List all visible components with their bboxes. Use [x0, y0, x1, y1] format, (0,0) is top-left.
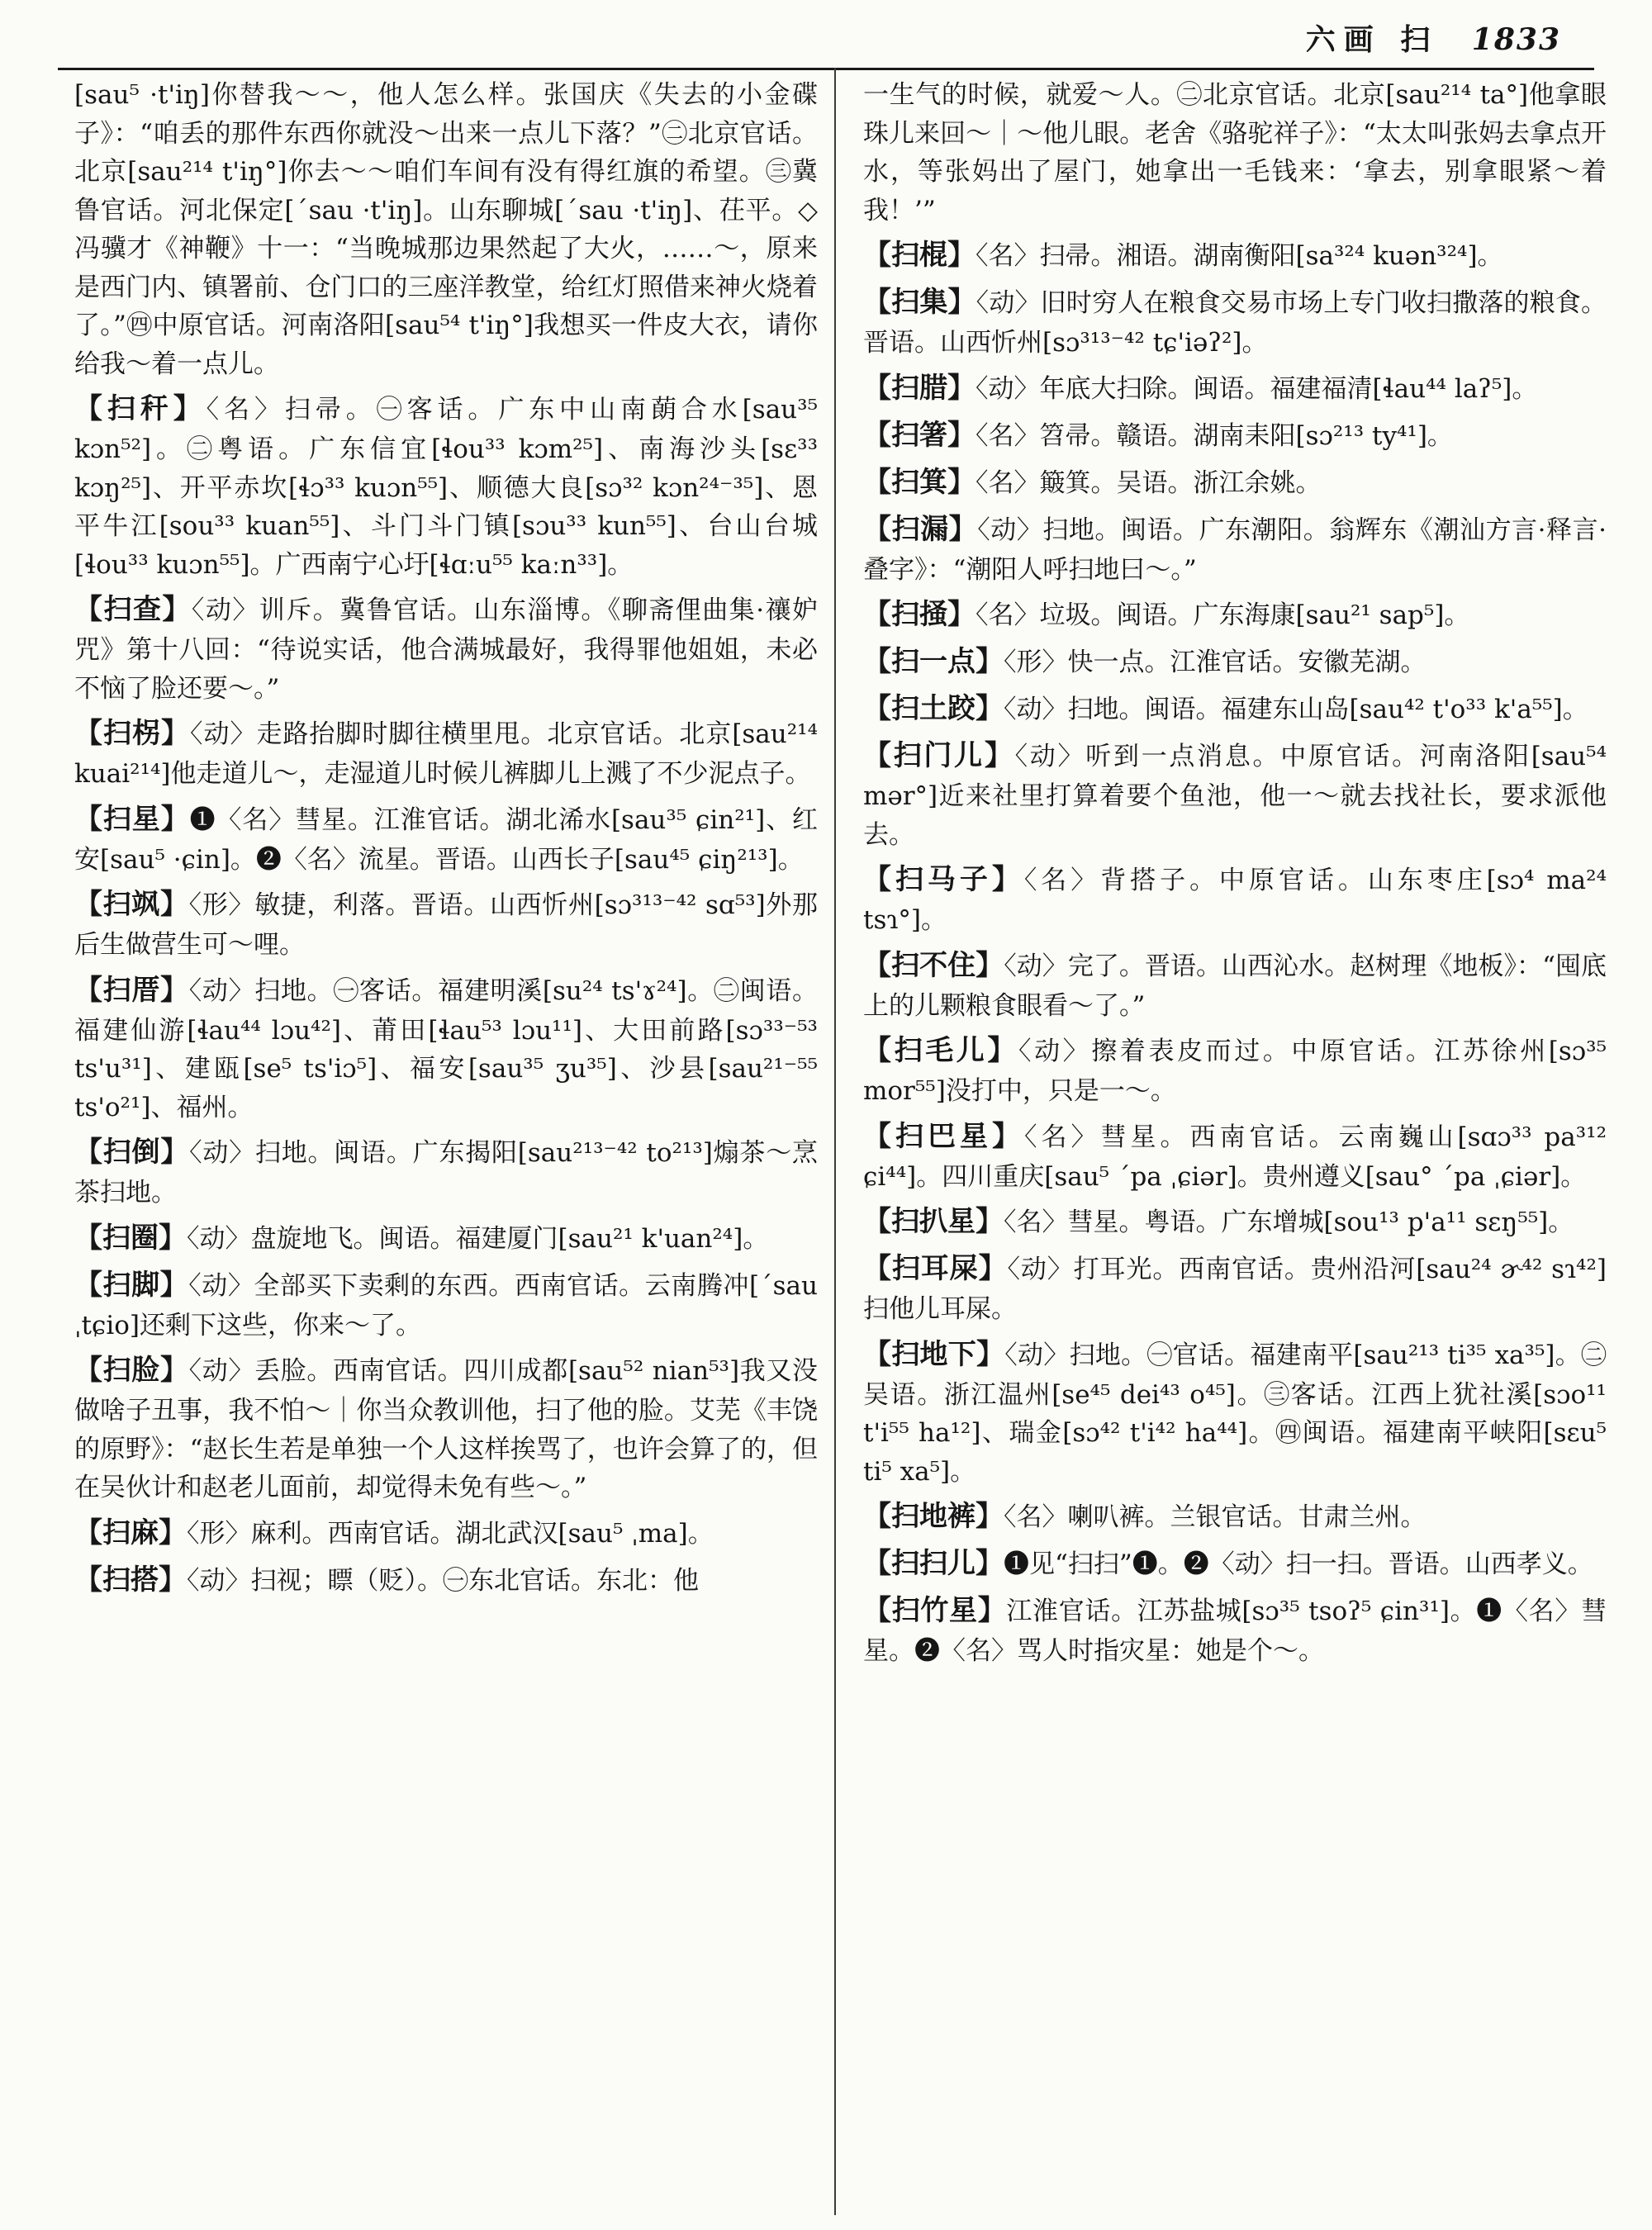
entry-definition: 〈动〉扫地。闽语。广东揭阳[sau²¹³⁻⁴² to²¹³]煽茶～烹茶扫地。 [74, 1138, 818, 1208]
entry-headword: 【扫马子】 [863, 863, 1024, 896]
entry-definition: ❶〈名〉彗星。江淮官话。湖北浠水[sau³⁵ ɕin²¹]、红安[sau⁵ ·ɕin]。❷〈名〉流星。晋语。山西长子[sau⁴⁵ ɕiŋ²¹³]。 [74, 804, 818, 875]
dictionary-entry [863, 76, 1607, 230]
dictionary-entry [74, 1350, 818, 1507]
entry-headword: 【扫脸】 [74, 1354, 189, 1387]
dictionary-entry [74, 388, 818, 584]
entry-headword: 【扫扫儿】 [863, 1547, 1004, 1580]
dictionary-entry [863, 1248, 1607, 1329]
entry-headword: 【扫秆】 [74, 392, 206, 425]
entry-definition: 〈动〉盘旋地飞。闽语。福建厦门[sau²¹ k'uan²⁴]。 [187, 1223, 769, 1254]
entry-definition: 〈形〉麻利。西南官话。湖北武汉[sau⁵ ˌma]。 [187, 1518, 714, 1549]
header-rule [58, 68, 1594, 70]
entry-definition: 〈名〉扫帚。湘语。湖南衡阳[sa³²⁴ kuən³²⁴]。 [976, 241, 1503, 271]
column-divider [834, 68, 836, 2215]
entry-headword: 【扫一点】 [863, 645, 1004, 678]
entry-headword: 【扫巴星】 [863, 1119, 1024, 1153]
entry-headword: 【扫棍】 [863, 239, 976, 272]
entry-definition: 一生气的时候，就爱～人。㊁北京官话。北京[sau²¹⁴ ta°]他拿眼珠儿来回～｜～他儿眼。老舍《骆驼祥子》：“太太叫张妈去拿点开水，等张妈出了屋门，她拿出一毛钱来：‘拿去，别拿眼紧～着我！’” [863, 80, 1607, 225]
entry-definition: 〈动〉扫地。㊀官话。福建南平[sau²¹³ ti³⁵ xa³⁵]。㊁吴语。浙江温州[se⁴⁵ dei⁴³ o⁴⁵]。㊂客话。江西上犹社溪[sɔo¹¹ t'i⁵⁵ ha¹²]、瑞金[sɔ⁴² t'i⁴² ha⁴⁴]。㊃闽语。福建南平峡阳[sɛu⁵ ti⁵ xa⁵]。 [863, 1340, 1607, 1487]
left-column [74, 76, 818, 1606]
entry-definition: 〈动〉听到一点消息。中原官话。河南洛阳[sau⁵⁴ mər°]近来社里打算着要个鱼池，他一～就去找社长，要求派他去。 [863, 742, 1607, 850]
entry-definition: 〈动〉扫视；瞟（贬）。㊀东北官话。东北：他 [187, 1565, 699, 1596]
entry-definition: 〈动〉扫地。闽语。广东潮阳。翁辉东《潮汕方言·释言·叠字》：“潮阳人呼扫地曰～。” [863, 515, 1607, 585]
entry-headword: 【扫门儿】 [863, 739, 1015, 772]
entry-headword: 【扫不住】 [863, 948, 1004, 982]
dictionary-entry [74, 1132, 818, 1212]
entry-headword: 【扫扒星】 [863, 1205, 1004, 1238]
entry-headword: 【扫查】 [74, 593, 192, 626]
entry-headword: 【扫柺】 [74, 717, 190, 750]
page-number: 1833 [1471, 22, 1561, 57]
dictionary-entry [863, 1334, 1607, 1492]
entry-headword: 【扫毛儿】 [863, 1034, 1018, 1067]
dictionary-entry [863, 1030, 1607, 1111]
entry-headword: 【扫星】 [74, 802, 190, 836]
entry-definition: 〈动〉全部买下卖剩的东西。西南官话。云南腾冲[ˊsau ˌtɕio]还剩下这些，你来～了。 [74, 1270, 819, 1340]
dictionary-entry [74, 76, 818, 383]
dictionary-entry [74, 799, 818, 880]
entry-headword: 【扫竹星】 [863, 1594, 1007, 1627]
entry-definition: 〈名〉扫帚。㊀客话。广东中山南蓢合水[sau³⁵ kɔn⁵²]。㊁粤语。广东信宜[ɬou³³ kɔm²⁵]、南海沙头[sɛ³³ kɔŋ²⁵]、开平赤坎[ɬɔ³³ kuɔn⁵⁵]、顺德大良[sɔ³² kɔn²⁴⁻³⁵]、恩平牛江[sou³³ kuan⁵⁵]、斗门斗门镇[sɔu³³ kun⁵⁵]、台山台城[ɬou³³ kuɔn⁵⁵]。广西南宁心圩[ɬɑːu⁵⁵ kaːn³³]。 [74, 395, 818, 580]
entry-headword: 【扫搭】 [74, 1563, 187, 1597]
entry-headword: 【扫脚】 [74, 1268, 189, 1302]
entry-definition: 〈名〉笤帚。赣语。湖南耒阳[sɔ²¹³ ty⁴¹]。 [976, 420, 1453, 451]
entry-definition: 〈形〉敏捷，利落。晋语。山西忻州[sɔ³¹³⁻⁴² sɑ⁵³]外那后生做营生可～哩。 [74, 890, 818, 960]
entry-headword: 【扫箕】 [863, 465, 976, 499]
right-column [863, 76, 1607, 1676]
dictionary-entry [74, 1512, 818, 1554]
entry-headword: 【扫掻】 [863, 598, 976, 631]
dictionary-entry [863, 641, 1607, 683]
entry-headword: 【扫漏】 [863, 512, 978, 546]
dictionary-entry [863, 1201, 1607, 1243]
entry-definition: 〈动〉年底大扫除。闽语。福建福清[ɬau⁴⁴ laʔ⁵]。 [976, 373, 1538, 404]
entry-definition: 〈形〉快一点。江淮官话。安徽芜湖。 [1004, 648, 1427, 677]
entry-definition: 〈动〉训斥。冀鲁官话。山东淄博。《聊斋俚曲集·禳妒咒》第十八回：“待说实话，他合满城最好，我得罪他姐姐，未必不恼了脸还要～。” [74, 595, 819, 704]
dictionary-entry [863, 735, 1607, 854]
dictionary-entry [863, 594, 1607, 636]
entry-headword: 【扫厝】 [74, 973, 189, 1007]
entry-definition: 〈动〉旧时穷人在粮食交易市场上专门收扫撒落的粮食。晋语。山西忻州[sɔ³¹³⁻⁴² tɕ'iəʔ²]。 [863, 288, 1607, 358]
dictionary-entry [74, 884, 818, 965]
entry-definition: 〈名〉垃圾。闽语。广东海康[sau²¹ sap⁵]。 [976, 600, 1470, 630]
section-title: 六画 扫 [1305, 22, 1439, 57]
dictionary-entry [863, 1590, 1607, 1671]
dictionary-entry [863, 1496, 1607, 1538]
entry-headword: 【扫土跤】 [863, 692, 1004, 725]
entry-headword: 【扫腊】 [863, 371, 976, 405]
dictionary-entry [863, 945, 1607, 1026]
entry-headword: 【扫箸】 [863, 418, 976, 452]
entry-definition: 〈名〉背搭子。中原官话。山东枣庄[sɔ⁴ ma²⁴ tsɿ°]。 [863, 866, 1607, 935]
dictionary-entry [863, 235, 1607, 277]
entry-definition: 〈动〉完了。晋语。山西沁水。赵树理《地板》：“囤底上的儿颗粮食眼看～了。” [863, 951, 1607, 1021]
dictionary-entry [863, 415, 1607, 457]
entry-headword: 【扫地下】 [863, 1337, 1005, 1371]
entry-headword: 【扫麻】 [74, 1516, 187, 1549]
entry-headword: 【扫飒】 [74, 888, 189, 921]
entry-definition: 〈动〉扫地。闽语。福建东山岛[sau⁴² t'o³³ k'a⁵⁵]。 [1004, 695, 1588, 724]
entry-definition: ❶见“扫扫”❶。❷〈动〉扫一扫。晋语。山西孝义。 [1004, 1549, 1593, 1579]
dictionary-entry [863, 1543, 1607, 1585]
entry-definition: 〈动〉打耳光。西南官话。贵州沿河[sau²⁴ ɚ⁴² sɿ⁴²]扫他儿耳屎。 [863, 1255, 1607, 1324]
entry-definition: 江淮官话。江苏盐城[sɔ³⁵ tsoʔ⁵ ɕin³¹]。❶〈名〉彗星。❷〈名〉骂人时指灾星：她是个～。 [863, 1597, 1607, 1666]
entry-headword: 【扫集】 [863, 286, 976, 319]
entry-definition: 〈名〉簸箕。吴语。浙江余姚。 [976, 467, 1322, 498]
dictionary-entry [74, 713, 818, 794]
entry-definition: 〈动〉擦着表皮而过。中原官话。江苏徐州[sɔ³⁵ mor⁵⁵]没打中，只是一～。 [863, 1037, 1607, 1106]
dictionary-entry [863, 509, 1607, 590]
entry-headword: 【扫地裤】 [863, 1500, 1004, 1533]
entry-definition: 〈名〉彗星。粤语。广东增城[sou¹³ p'a¹¹ sɛŋ⁵⁵]。 [1004, 1208, 1574, 1237]
entry-definition: 〈名〉彗星。西南官话。云南巍山[sɑɔ³³ pa³¹² ɕi⁴⁴]。四川重庆[sau⁵ ˊpa ˌɕiər]。贵州遵义[sau° ˊpa ˌɕiər]。 [863, 1122, 1607, 1192]
entry-definition: [sau⁵ ·t'iŋ]你替我～～，他人怎么样。张国庆《失去的小金碟子》：“咱丢的那件东西你就没～出来一点儿下落？”㊁北京官话。北京[sau²¹⁴ t'iŋ°]你去～～咱们车间有没有得红旗的希望。㊂冀鲁官话。河北保定[ˊsau ·t'iŋ]。山东聊城[ˊsau ·t'iŋ]、茌平。◇冯骥才《神鞭》十一：“当晚城那边果然起了大火，……～，原来是西门内、镇署前、仓门口的三座洋教堂，给红灯照借来神火烧着了。”㊃中原官话。河南洛阳[sau⁵⁴ t'iŋ°]我想买一件皮大衣，请你给我～着一点儿。 [74, 80, 818, 379]
entry-definition: 〈动〉走路抬脚时脚往横里甩。北京官话。北京[sau²¹⁴ kuai²¹⁴]他走道儿～，走湿道儿时候儿裤脚儿上溅了不少泥点子。 [74, 719, 819, 789]
dictionary-entry [863, 368, 1607, 410]
dictionary-entry [863, 859, 1607, 940]
entry-definition: 〈动〉丢脸。西南官话。四川成都[sau⁵² nian⁵³]我又没做啥子丑事，我不怕～｜你当众教训他，扫了他的脸。艾芜《丰饶的原野》：“赵长生若是单独一个人这样挨骂了，也许会算了的，但在吴伙计和赵老儿面前，却觉得未免有些～。” [74, 1356, 819, 1502]
dictionary-entry [74, 1217, 818, 1260]
entry-definition: 〈名〉喇叭裤。兰银官话。甘肃兰州。 [1004, 1502, 1427, 1532]
dictionary-entry [863, 282, 1607, 363]
dictionary-entry [74, 1264, 818, 1345]
entry-headword: 【扫耳屎】 [863, 1252, 1008, 1285]
entry-headword: 【扫倒】 [74, 1136, 190, 1169]
dictionary-entry [863, 1116, 1607, 1197]
dictionary-entry [863, 462, 1607, 504]
dictionary-entry [74, 970, 818, 1127]
dictionary-entry [863, 688, 1607, 730]
running-header [1306, 17, 1561, 59]
entry-definition: 〈动〉扫地。㊀客话。福建明溪[su²⁴ ts'ɤ²⁴]。㊁闽语。福建仙游[ɬau⁴⁴ lɔu⁴²]、莆田[ɬau⁵³ lɔu¹¹]、大田前路[sɔ³³⁻⁵³ ts'u³¹]、建瓯[se⁵ ts'iɔ⁵]、福安[sau³⁵ ʒu³⁵]、沙县[sau²¹⁻⁵⁵ ts'o²¹]、福州。 [74, 975, 818, 1122]
dictionary-entry [74, 589, 818, 708]
entry-headword: 【扫圈】 [74, 1221, 187, 1255]
dictionary-entry [74, 1559, 818, 1601]
